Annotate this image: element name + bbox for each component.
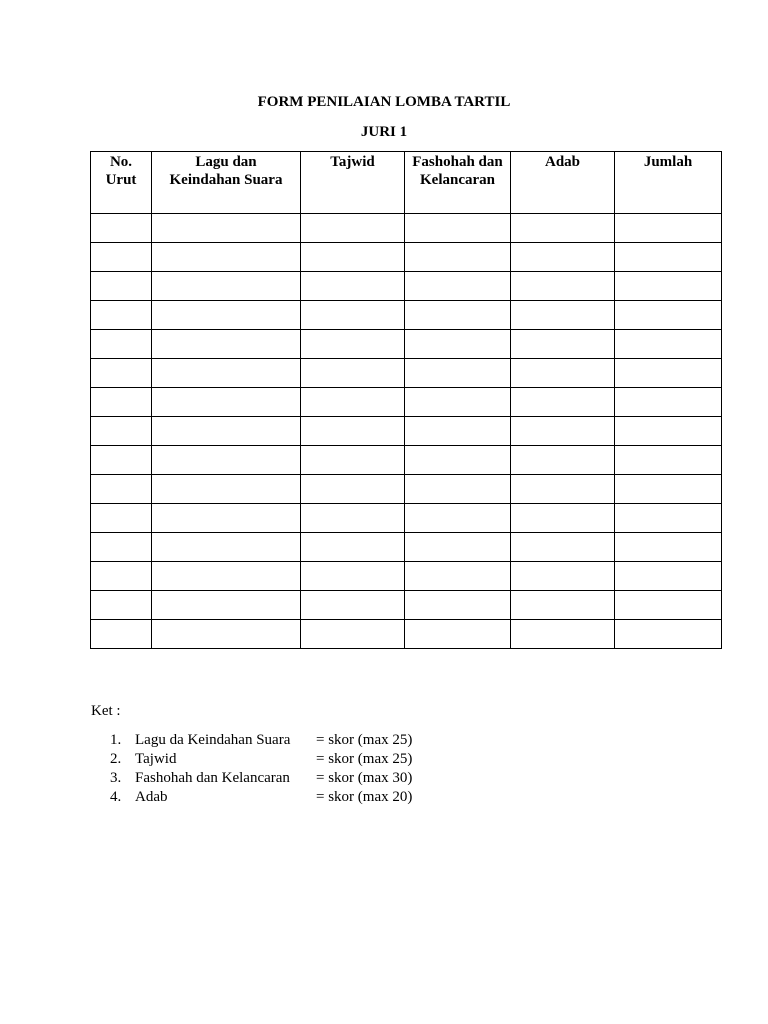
table-cell [91, 591, 152, 620]
table-cell [405, 417, 511, 446]
table-cell [405, 475, 511, 504]
ket-item [110, 769, 430, 788]
table-row [91, 243, 722, 272]
table-cell [301, 620, 405, 649]
table-cell [511, 417, 615, 446]
table-cell [152, 359, 301, 388]
table-cell [405, 591, 511, 620]
table-cell [511, 475, 615, 504]
ket-item [110, 750, 430, 769]
header-no-urut [91, 152, 152, 214]
table-cell [152, 533, 301, 562]
ket-item-number: 1. [110, 732, 122, 748]
header-tajwid-line-1: Tajwid [330, 154, 375, 170]
table-cell [405, 388, 511, 417]
table-cell [91, 272, 152, 301]
table-cell [615, 504, 722, 533]
table-cell [615, 475, 722, 504]
table-row [91, 359, 722, 388]
judge-subtitle: JURI 1 [360, 124, 408, 140]
header-jumlah-line-1: Jumlah [643, 154, 693, 170]
table-cell [405, 620, 511, 649]
ket-item-name: Tajwid [135, 751, 177, 767]
table-cell [91, 475, 152, 504]
ket-item-number: 4. [110, 789, 122, 805]
table-cell [405, 533, 511, 562]
table-cell [511, 243, 615, 272]
table-cell [405, 301, 511, 330]
ket-item-score: = skor (max 25) [316, 732, 413, 748]
table-cell [301, 475, 405, 504]
ket-item [110, 788, 430, 807]
table-cell [615, 446, 722, 475]
table-cell [91, 214, 152, 243]
header-fashohah-line-1: Fashohah dan [412, 154, 503, 170]
table-row [91, 214, 722, 243]
table-cell [152, 562, 301, 591]
table-row [91, 272, 722, 301]
ket-item-number: 3. [110, 770, 122, 786]
ket-item-score: = skor (max 20) [316, 789, 413, 805]
table-cell [301, 214, 405, 243]
table-cell [405, 504, 511, 533]
table-cell [301, 359, 405, 388]
table-row [91, 591, 722, 620]
table-cell [511, 591, 615, 620]
table-cell [301, 446, 405, 475]
table-cell [91, 562, 152, 591]
table-cell [511, 330, 615, 359]
table-cell [301, 417, 405, 446]
table-cell [152, 272, 301, 301]
table-cell [405, 562, 511, 591]
table-cell [91, 620, 152, 649]
table-cell [91, 504, 152, 533]
header-jumlah [615, 152, 722, 214]
ket-item-score: = skor (max 30) [316, 770, 413, 786]
table-cell [152, 330, 301, 359]
ket-item-name: Lagu da Keindahan Suara [135, 732, 291, 748]
table-row [91, 620, 722, 649]
table-row [91, 562, 722, 591]
table-row [91, 388, 722, 417]
table-cell [511, 214, 615, 243]
table-cell [511, 533, 615, 562]
table-cell [301, 330, 405, 359]
table-cell [91, 533, 152, 562]
ket-item-score: = skor (max 25) [316, 751, 413, 767]
table-cell [511, 272, 615, 301]
header-lagu [152, 152, 301, 214]
table-row [91, 301, 722, 330]
header-adab-line-1: Adab [544, 154, 581, 170]
table-cell [405, 214, 511, 243]
table-cell [152, 388, 301, 417]
table-cell [615, 272, 722, 301]
table-cell [615, 591, 722, 620]
table-header-row [91, 152, 722, 214]
table-cell [152, 591, 301, 620]
table-cell [301, 301, 405, 330]
table-row [91, 504, 722, 533]
header-fashohah [405, 152, 511, 214]
ket-item-name: Adab [135, 789, 168, 805]
table-cell [405, 446, 511, 475]
table-cell [615, 330, 722, 359]
table-cell [301, 272, 405, 301]
table-cell [405, 272, 511, 301]
table-cell [152, 301, 301, 330]
table-cell [91, 417, 152, 446]
table-cell [405, 359, 511, 388]
table-cell [91, 446, 152, 475]
table-cell [152, 243, 301, 272]
table-cell [615, 388, 722, 417]
table-cell [615, 301, 722, 330]
table-cell [301, 562, 405, 591]
table-cell [511, 388, 615, 417]
header-adab [511, 152, 615, 214]
form-title: FORM PENILAIAN LOMBA TARTIL [257, 94, 511, 110]
table-cell [91, 388, 152, 417]
table-cell [615, 562, 722, 591]
table-row [91, 446, 722, 475]
table-cell [511, 562, 615, 591]
table-body [91, 214, 722, 649]
ket-item [110, 731, 430, 750]
table-cell [91, 330, 152, 359]
table-row [91, 533, 722, 562]
table-row [91, 417, 722, 446]
table-cell [615, 214, 722, 243]
table-row [91, 475, 722, 504]
table-cell [152, 620, 301, 649]
table-cell [511, 504, 615, 533]
table-cell [301, 388, 405, 417]
header-fashohah-line-2: Kelancaran [420, 172, 495, 188]
table-cell [152, 504, 301, 533]
table-cell [301, 504, 405, 533]
table-cell [152, 214, 301, 243]
table-cell [511, 359, 615, 388]
table-cell [405, 330, 511, 359]
ket-item-number: 2. [110, 751, 122, 767]
header-no-urut-line-2: Urut [105, 172, 137, 188]
ket-item-name: Fashohah dan Kelancaran [135, 770, 290, 786]
table-cell [511, 620, 615, 649]
table-cell [152, 417, 301, 446]
table-cell [301, 533, 405, 562]
header-no-urut-line-1: No. [109, 154, 133, 170]
table-cell [511, 446, 615, 475]
ket-list [110, 731, 430, 807]
table-cell [615, 533, 722, 562]
table-cell [301, 591, 405, 620]
header-lagu-line-2: Keindahan Suara [169, 172, 283, 188]
table-cell [615, 243, 722, 272]
table-cell [615, 620, 722, 649]
header-tajwid [301, 152, 405, 214]
table-cell [615, 417, 722, 446]
table-cell [91, 243, 152, 272]
table-cell [91, 301, 152, 330]
table-cell [91, 359, 152, 388]
header-lagu-line-1: Lagu dan [195, 154, 257, 170]
table-cell [152, 446, 301, 475]
ket-label: Ket : [91, 703, 121, 719]
score-table [90, 151, 722, 649]
table-cell [301, 243, 405, 272]
table-cell [615, 359, 722, 388]
table-cell [405, 243, 511, 272]
table-cell [152, 475, 301, 504]
table-row [91, 330, 722, 359]
table-cell [511, 301, 615, 330]
